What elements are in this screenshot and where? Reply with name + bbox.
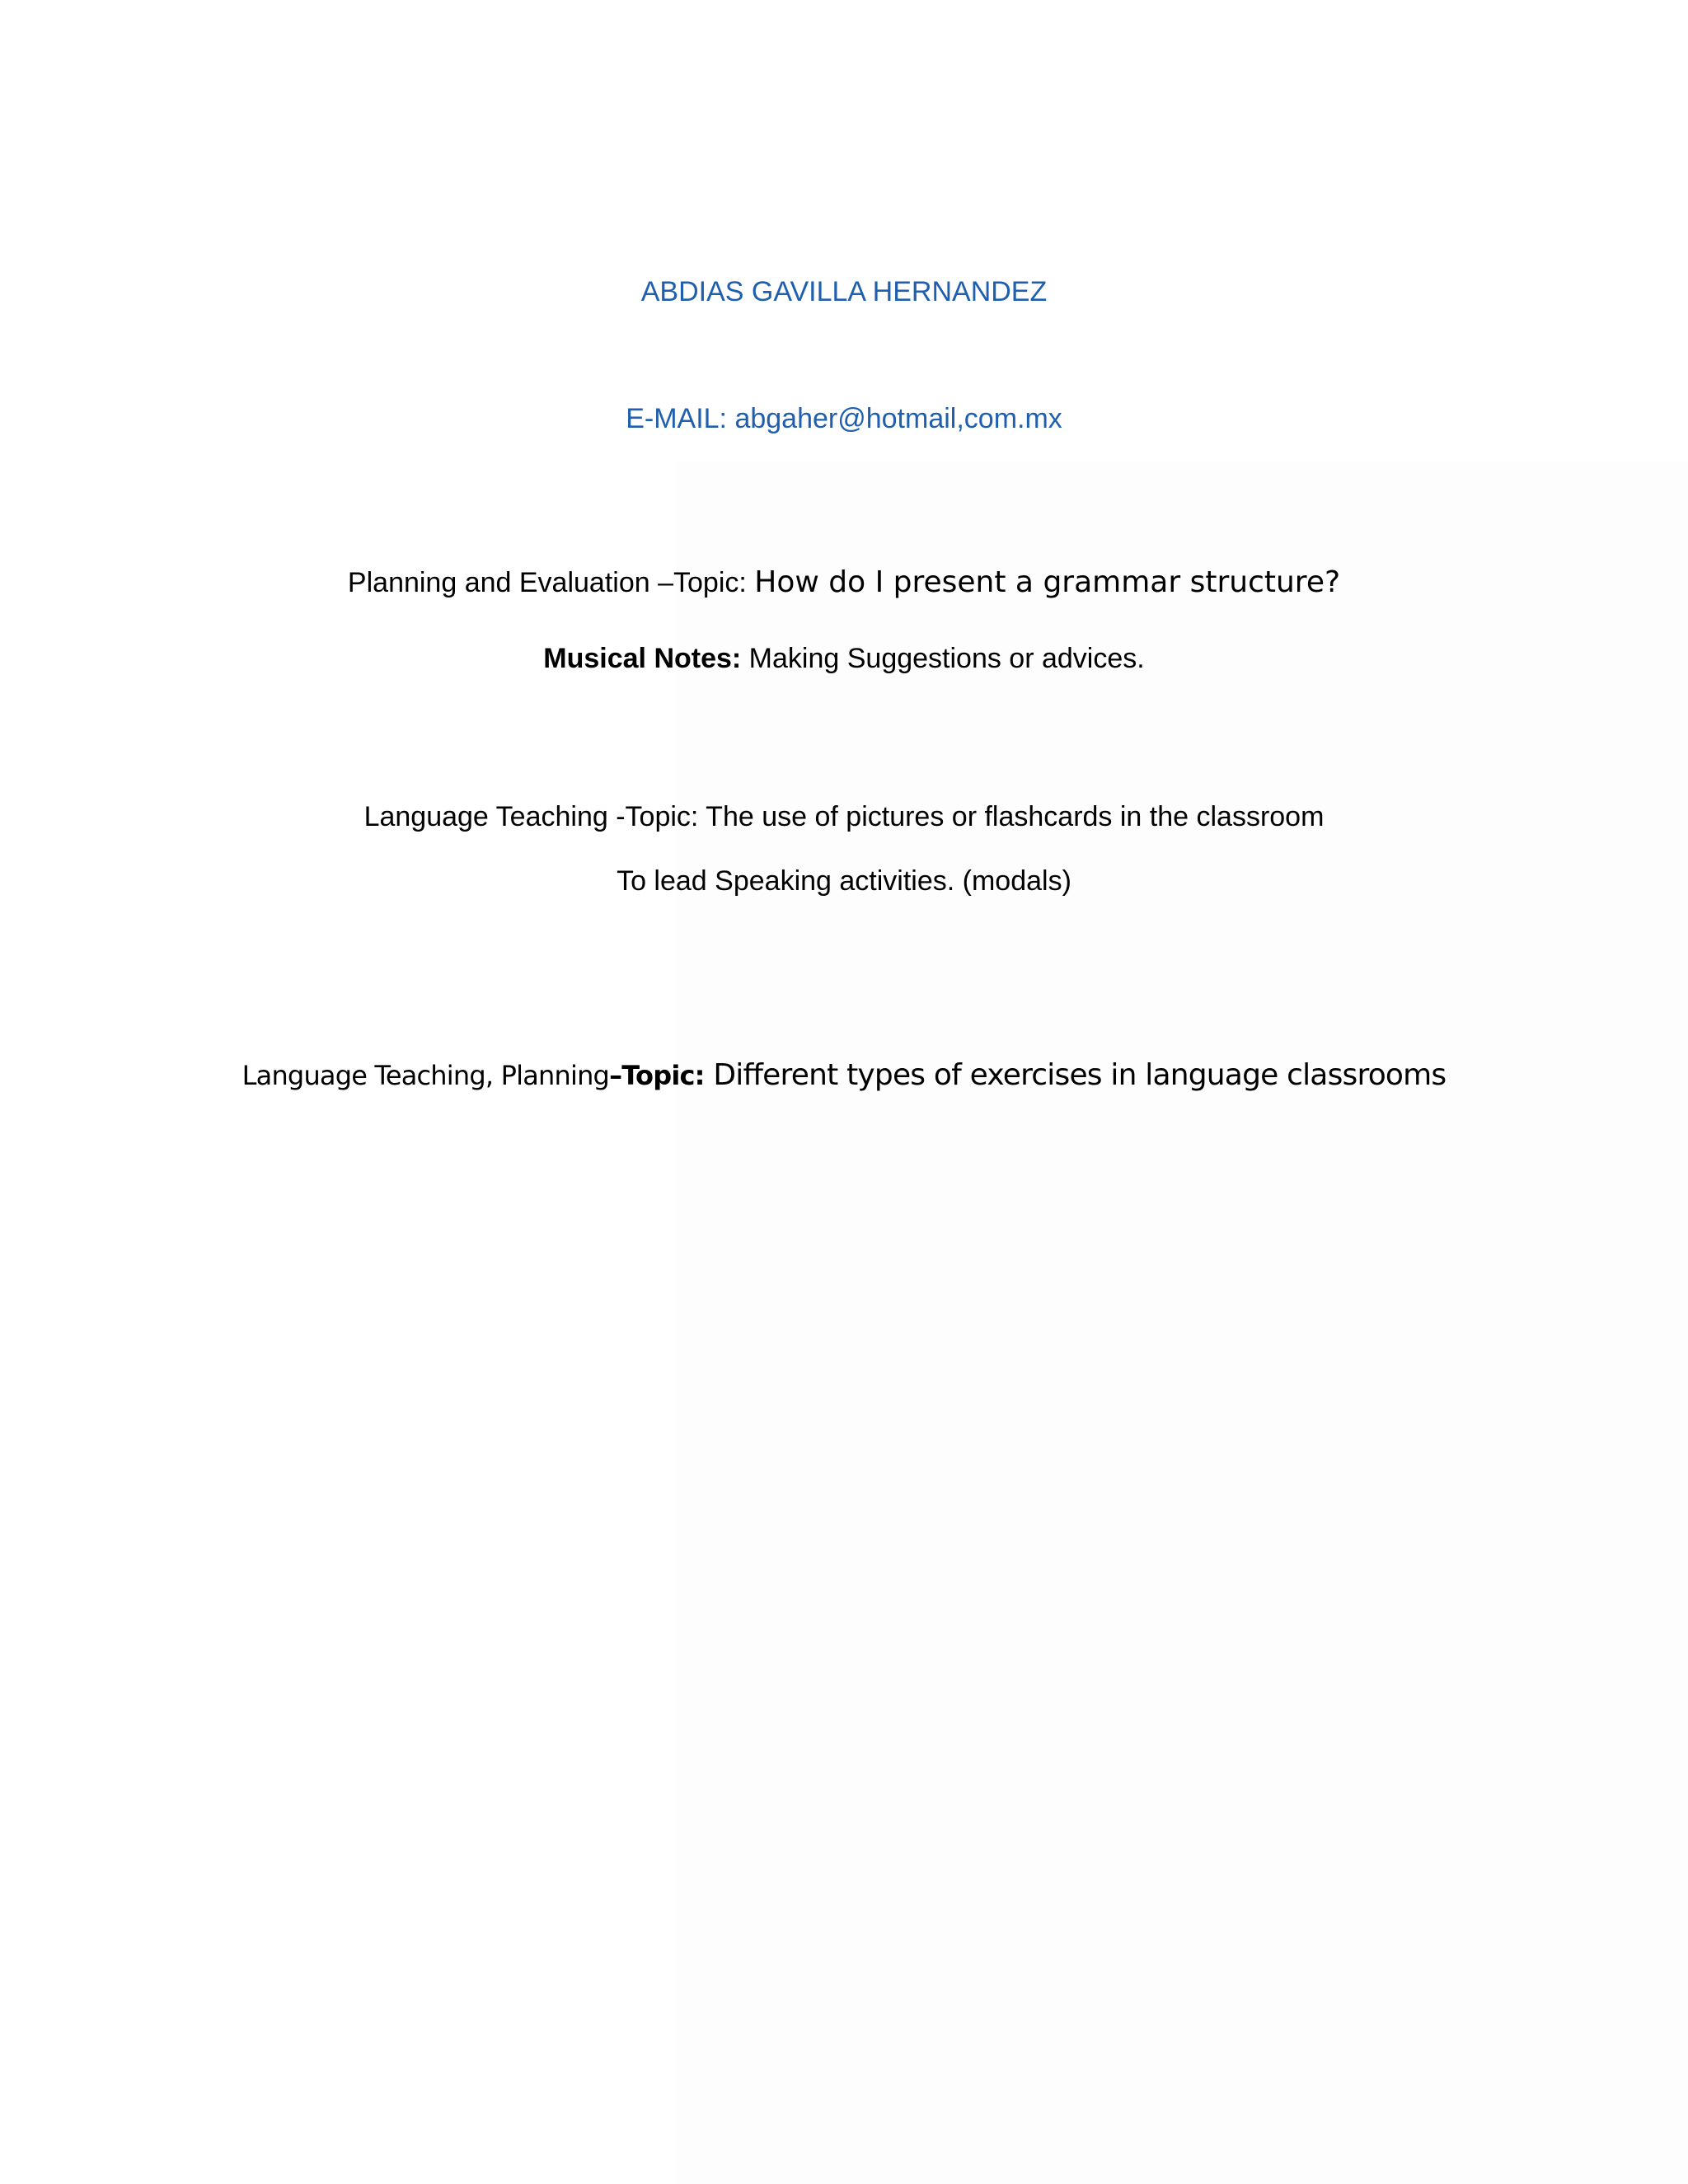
entry-topic: Different types of exercises in language classrooms bbox=[704, 1058, 1447, 1092]
entry-language-teaching-line-1: Language Teaching -Topic: The use of pictures or flashcards in the classroom bbox=[363, 801, 1325, 832]
entry-text: Making Suggestions or advices. bbox=[741, 643, 1145, 674]
entry-topic-label: –Topic: bbox=[609, 1060, 705, 1091]
entry-language-teaching-line-2: To lead Speaking activities. (modals) bbox=[617, 865, 1071, 897]
entry-musical-notes bbox=[0, 640, 1688, 677]
author-email: E-MAIL: abgaher@hotmail,com.mx bbox=[626, 403, 1062, 434]
entry-prefix: Language Teaching, Planning bbox=[241, 1060, 610, 1091]
entry-label: Musical Notes: bbox=[543, 643, 742, 674]
entry-language-teaching-planning bbox=[0, 1055, 1688, 1096]
entry-prefix: Planning and Evaluation –Topic: bbox=[347, 567, 755, 598]
entry-topic: How do I present a grammar structure? bbox=[754, 565, 1341, 599]
entry-planning-evaluation bbox=[0, 562, 1688, 603]
author-name: ABDIAS GAVILLA HERNANDEZ bbox=[640, 276, 1048, 307]
page-shading bbox=[676, 462, 1688, 2184]
